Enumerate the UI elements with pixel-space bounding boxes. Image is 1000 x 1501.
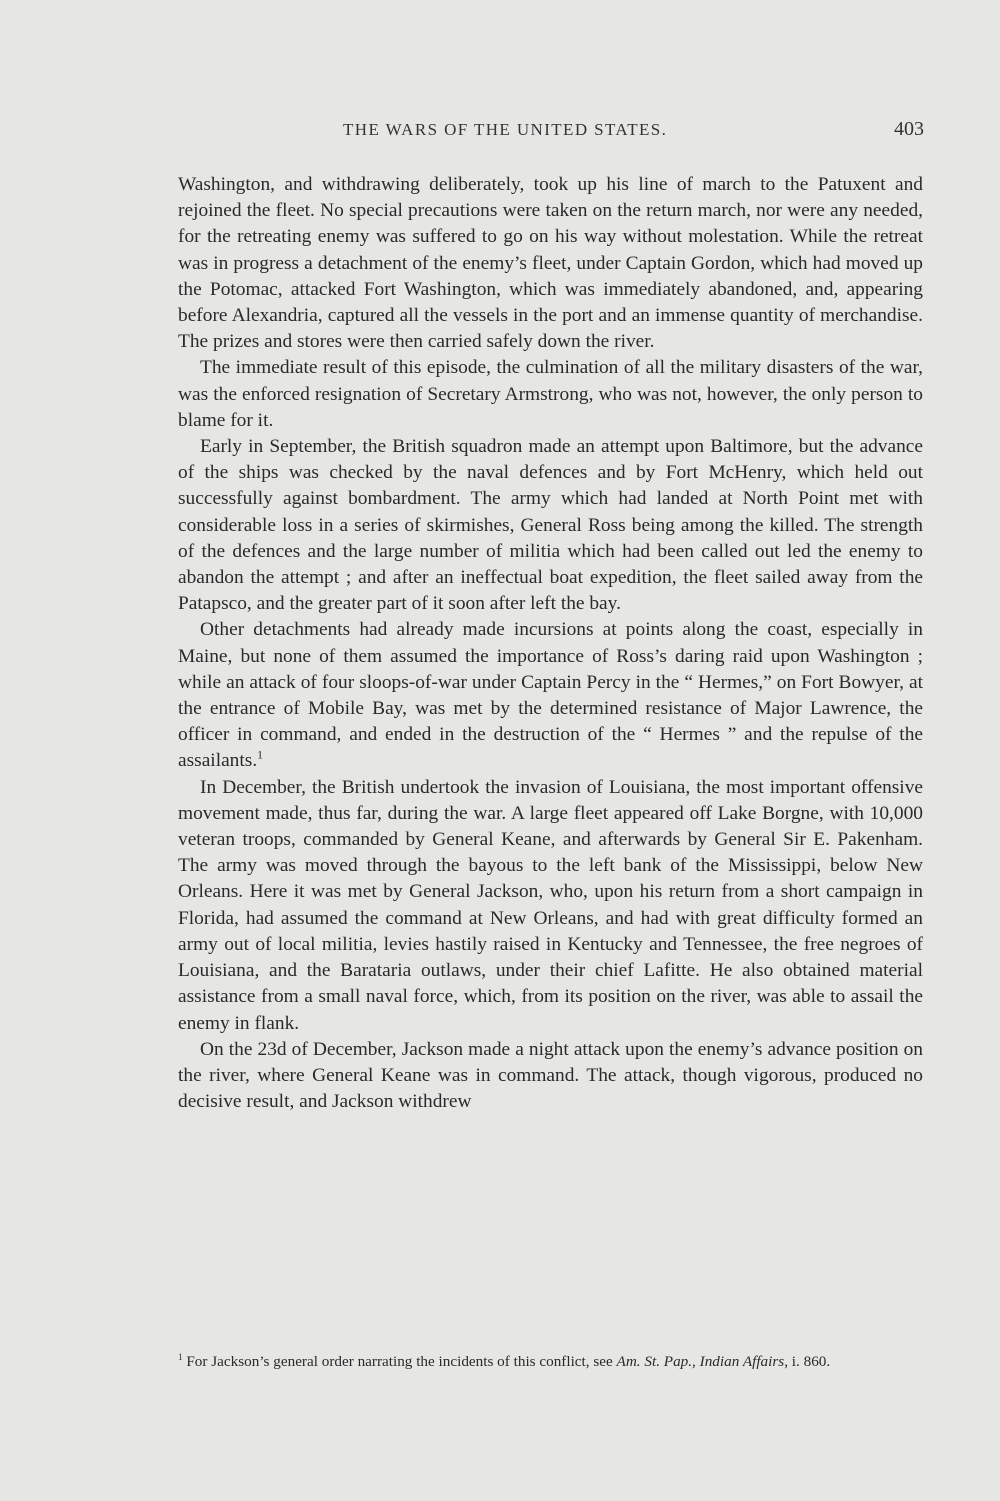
running-title: THE WARS OF THE UNITED STATES. [343,120,668,139]
body-text [178,172,923,1115]
paragraph: On the 23d of December, Jackson made a night attack upon the enemy’s advance position on the river, where General Keane was in command. The attack, though vigorous, produced no decisive result, and Jackson withdrew [178,1038,923,1113]
paragraph-text: Other detachments had already made incursions at points along the coast, especially in Maine, but none of them assumed the importance of Ross’s daring raid upon Washington ; while an attack of four sloops-of-war under Captain Percy in the “ Hermes,” on Fort Bowyer, at the entrance of Mobile Bay, was met by the determined resistance of Major Lawrence, the officer in command, and ended in the destruction of the “ Hermes ” and the repulse of the assailants. [178,619,923,772]
footnote-reference[interactable]: 1 [257,749,263,762]
footnote-marker: 1 [178,1351,183,1362]
footnote-suffix: , i. 860. [784,1353,831,1370]
paragraph-with-footnote [178,617,923,774]
footnote-citation: Am. St. Pap., Indian Affairs [616,1353,785,1370]
running-head [178,118,926,148]
paragraph: The immediate result of this episode, the culmination of all the military disasters of the war, was the enforced resignation of Secretary Armstrong, who was not, however, the only person to blame for it. [178,357,923,431]
footnote-text: For Jackson’s general order narrating the incidents of this conflict, see [186,1353,617,1370]
paragraph: Early in September, the British squadron made an attempt upon Baltimore, but the advance of the ships was checked by the naval defences and by Fort McHenry, which held out successfully against bombardment. The army which had landed at North Point met with considerable loss in a series of skirmishes, General Ross being among the killed. The strength of the defences and the large number of militia which had been called out led the enemy to abandon the attempt ; and after an ineffectual boat expedition, the fleet sailed away from the Patapsco, and the greater part of it soon after left the bay. [178,436,923,615]
page-number: 403 [894,118,924,140]
footnote [178,1351,923,1373]
paragraph: In December, the British undertook the invasion of Louisiana, the most important offensive movement made, thus far, during the war. A large fleet appeared off Lake Borgne, with 10,000 veteran troops, commanded by General Keane, and afterwards by General Sir E. Pakenham. The army was moved through the bayous to the left bank of the Mississippi, below New Orleans. Here it was met by General Jackson, who, upon his return from a short campaign in Florida, had assumed the command at New Orleans, and had with great difficulty formed an army out of local militia, levies hastily raised in Kentucky and Tennessee, the free negroes of Louisiana, and the Barataria outlaws, under their chief Lafitte. He also obtained material assistance from a small naval force, which, from its position on the river, was able to assail the enemy in flank. [178,776,923,1034]
paragraph: Washington, and withdrawing deliberately, took up his line of march to the Patuxent and rejoined the fleet. No special precautions were taken on the return march, nor were any needed, for the retreating enemy was suffered to go on his way without molestation. While the retreat was in progress a detachment of the enemy’s fleet, under Captain Gordon, which had moved up the Potomac, attacked Fort Washington, which was immediately abandoned, and, appearing before Alexandria, captured all the vessels in the port and an immense quantity of merchandise. The prizes and stores were then carried safely down the river. [178,174,923,353]
